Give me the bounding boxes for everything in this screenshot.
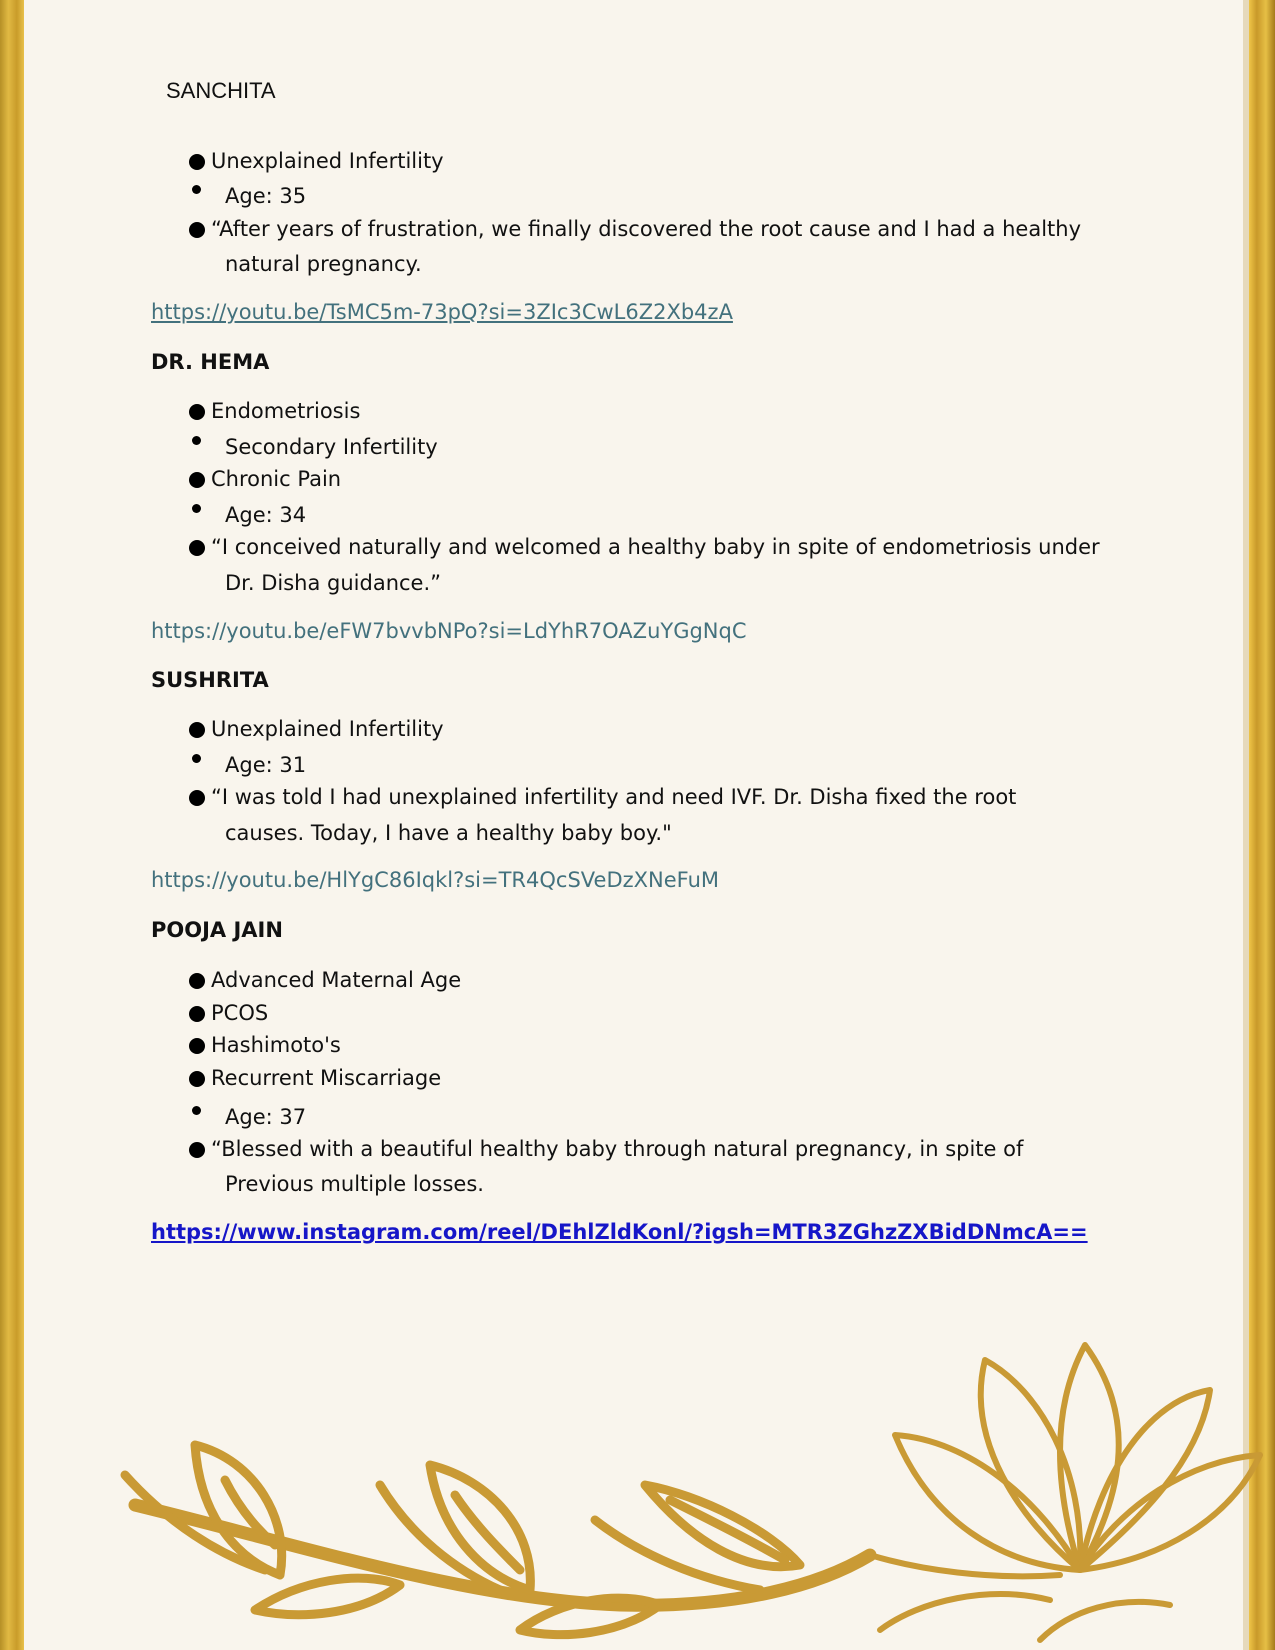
list-item: Endometriosis bbox=[211, 399, 361, 423]
testimonial-name-dr-hema: DR. HEMA bbox=[151, 350, 270, 374]
testimonial-quote-continued: natural pregnancy. bbox=[225, 252, 422, 276]
list-item: Age: 34 bbox=[225, 503, 307, 527]
testimonial-quote: “I was told I had unexplained infertility and need IVF. Dr. Disha fixed the root bbox=[211, 785, 1017, 809]
list-item: Age: 35 bbox=[225, 184, 307, 208]
list-item: PCOS bbox=[211, 1001, 269, 1025]
testimonial-name-pooja-jain: POOJA JAIN bbox=[151, 918, 283, 942]
video-link-sushrita[interactable]: https://youtu.be/HlYgC86Iqkl?si=TR4QcSVeDzXNeFuM bbox=[151, 868, 720, 892]
video-link-dr-hema[interactable]: https://youtu.be/eFW7bvvbNPo?si=LdYhR7OAZuYGgNqC bbox=[151, 619, 747, 643]
list-item: Unexplained Infertility bbox=[211, 717, 444, 741]
testimonial-quote: “Blessed with a beautiful healthy baby through natural pregnancy, in spite of bbox=[211, 1137, 1024, 1161]
list-item: Recurrent Miscarriage bbox=[211, 1066, 442, 1090]
testimonial-quote-continued: causes. Today, I have a healthy baby boy." bbox=[225, 821, 672, 845]
list-item: Chronic Pain bbox=[211, 467, 342, 491]
list-item: Hashimoto's bbox=[211, 1033, 341, 1057]
list-item: Age: 37 bbox=[225, 1105, 307, 1129]
testimonial-name-sushrita: SUSHRITA bbox=[151, 668, 269, 692]
list-item: Advanced Maternal Age bbox=[211, 968, 462, 992]
testimonial-quote-continued: Previous multiple losses. bbox=[225, 1172, 484, 1196]
lotus-flower bbox=[870, 1345, 1260, 1640]
list-item: Age: 31 bbox=[225, 753, 307, 777]
list-item: Secondary Infertility bbox=[225, 435, 438, 459]
testimonial-quote: “After years of frustration, we finally discovered the root cause and I had a healthy bbox=[211, 217, 1082, 241]
testimonial-name-sanchita: SANCHITA bbox=[166, 78, 276, 103]
list-item: Unexplained Infertility bbox=[211, 149, 444, 173]
video-link-sanchita[interactable]: https://youtu.be/TsMC5m-73pQ?si=3ZIc3CwL6Z2Xb4zA bbox=[151, 300, 733, 324]
testimonial-quote: “I conceived naturally and welcomed a healthy baby in spite of endometriosis under bbox=[211, 535, 1100, 559]
instagram-link-pooja-jain[interactable]: https://www.instagram.com/reel/DEhlZldKonl/?igsh=MTR3ZGhzZXBidDNmcA== bbox=[151, 1220, 1088, 1244]
testimonial-quote-continued: Dr. Disha guidance.” bbox=[225, 571, 442, 595]
